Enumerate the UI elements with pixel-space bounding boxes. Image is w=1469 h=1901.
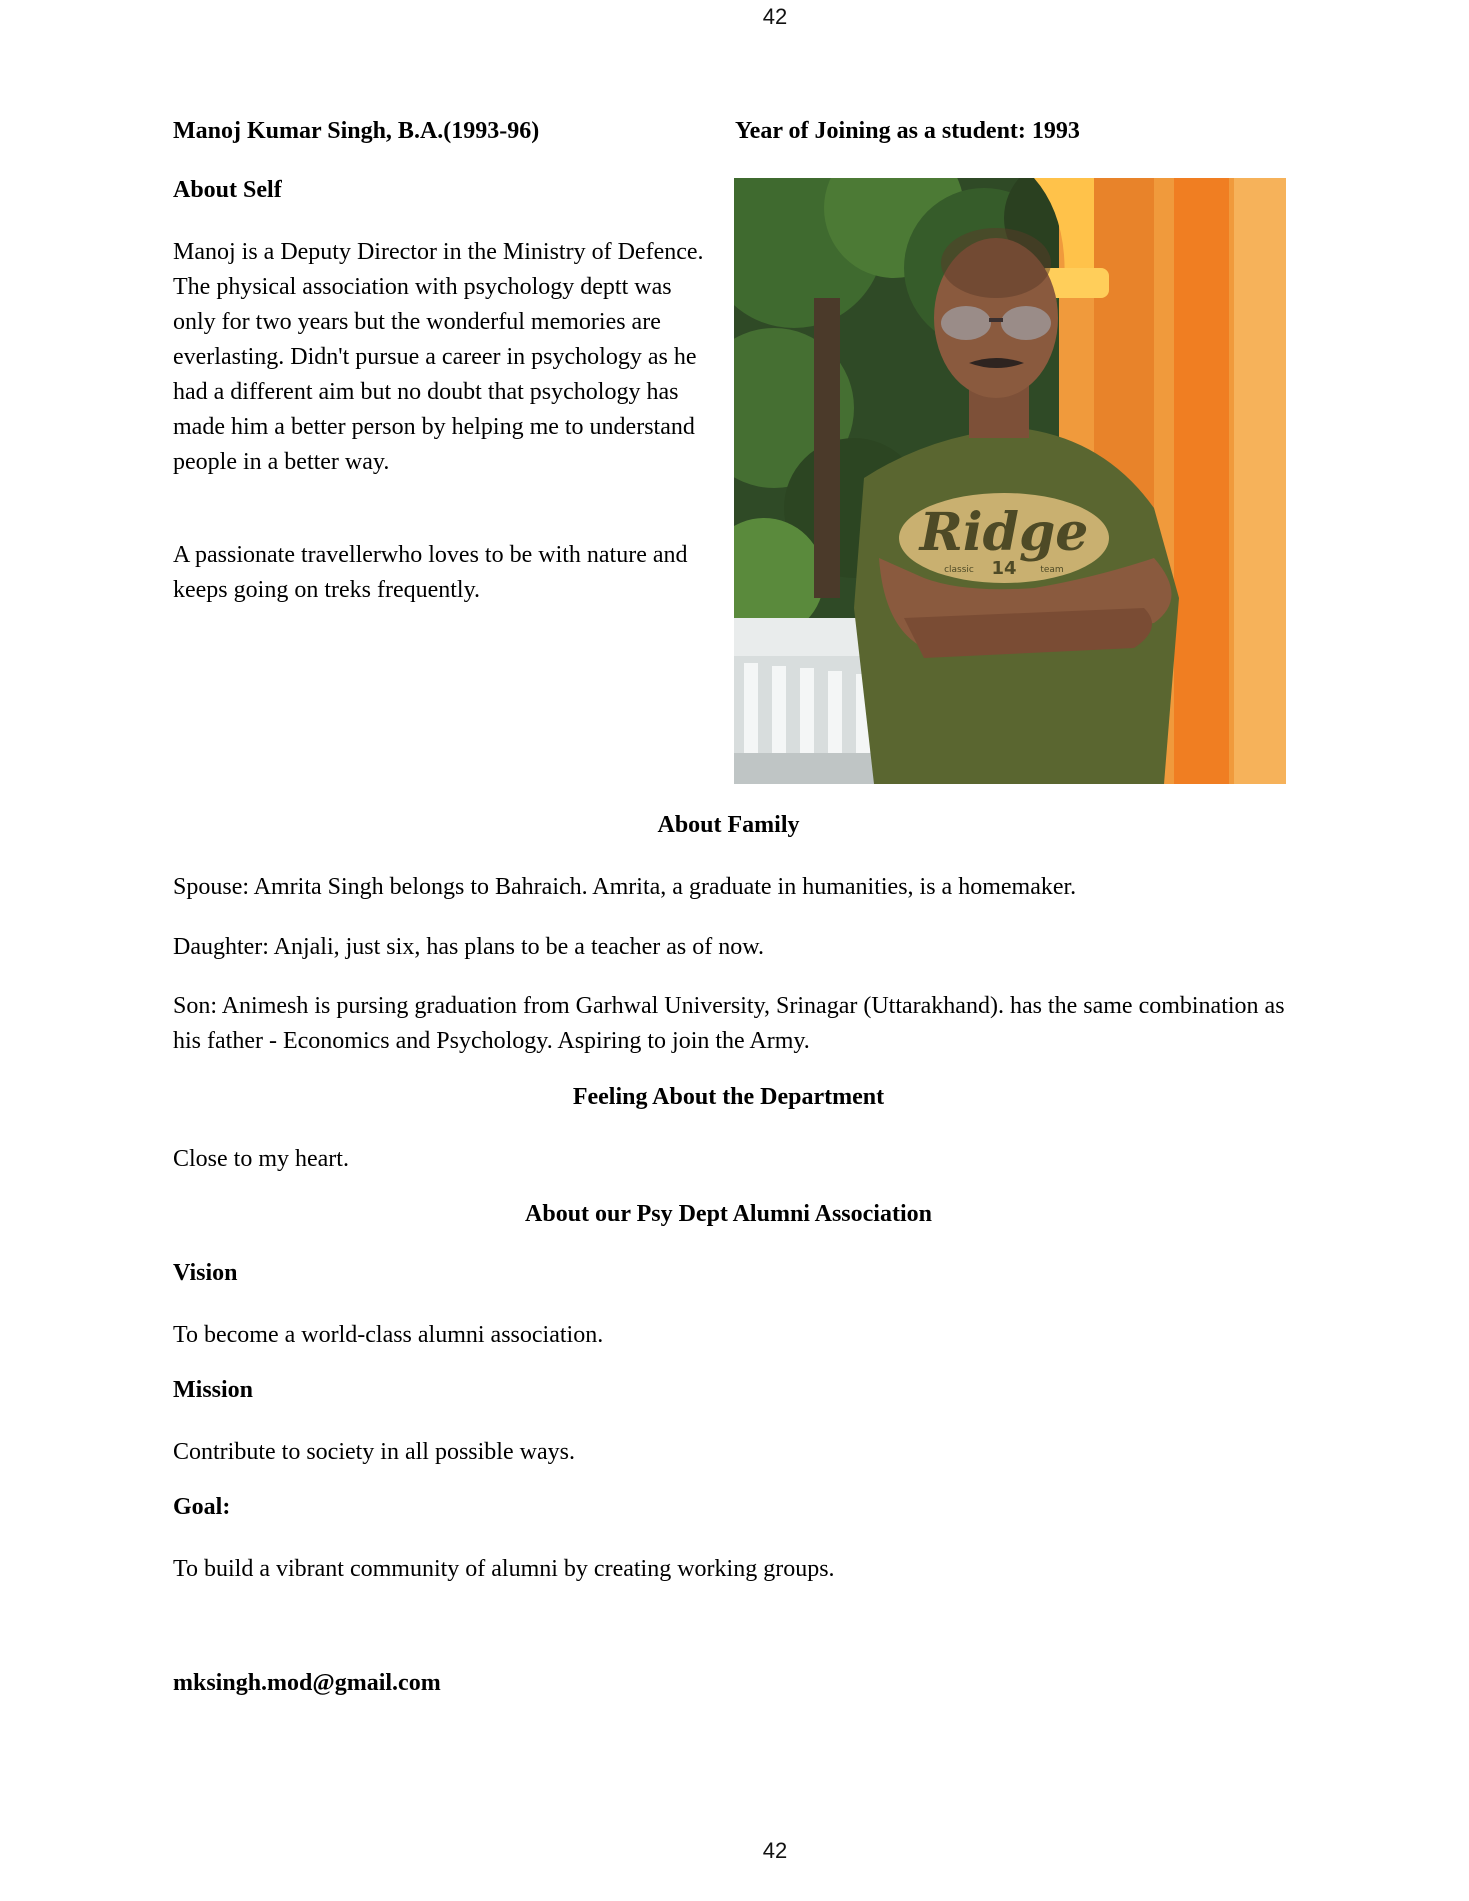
- mission-heading: Mission: [173, 1377, 254, 1403]
- shirt-logo-text: Ridge: [919, 502, 1089, 563]
- association-heading: About our Psy Dept Alumni Association: [525, 1201, 932, 1227]
- shirt-small-text-right: team: [1040, 565, 1064, 575]
- shirt-small-text-left: classic: [944, 565, 974, 575]
- goal-heading: Goal:: [173, 1494, 231, 1520]
- vision-heading: Vision: [173, 1260, 238, 1286]
- vision-text: To become a world-class alumni association.: [173, 1322, 604, 1348]
- goal-text: To build a vibrant community of alumni by creating working groups.: [173, 1556, 835, 1582]
- email-address: mksingh.mod@gmail.com: [173, 1670, 441, 1696]
- shirt-number: 14: [991, 558, 1017, 579]
- about-family-heading: About Family: [657, 812, 800, 838]
- mission-text: Contribute to society in all possible ways.: [173, 1439, 575, 1465]
- about-self-paragraph-travel: A passionate travellerwho loves to be with nature and keeps going on treks frequently.: [173, 542, 688, 603]
- page-number-bottom: 42: [762, 1838, 788, 1863]
- page-number-top: 42: [762, 4, 788, 29]
- family-daughter: Daughter: Anjali, just six, has plans to be a teacher as of now.: [173, 934, 764, 960]
- profile-photo: [734, 178, 1286, 784]
- family-spouse: Spouse: Amrita Singh belongs to Bahraich. Amrita, a graduate in humanities, is a homemaker.: [173, 874, 1077, 900]
- family-son: Son: Animesh is pursing graduation from Garhwal University, Srinagar (Uttarakhand). has the same combination as his father - Economics and Psychology. Aspiring to join the Army.: [173, 993, 1285, 1054]
- feeling-text: Close to my heart.: [173, 1146, 349, 1172]
- about-self-paragraph: Manoj is a Deputy Director in the Ministry of Defence. The physical association with psychology deptt was only for two years but the wonderful memories are everlasting. Didn't pursue a career in psychology as he had a different aim but no doubt that psychology has made him a better person by helping me to understand people in a better way.: [173, 239, 704, 475]
- feeling-heading: Feeling About the Department: [572, 1084, 885, 1110]
- year-of-joining: Year of Joining as a student: 1993: [735, 118, 1080, 144]
- about-self-heading: About Self: [173, 177, 282, 203]
- profile-name: Manoj Kumar Singh, B.A.(1993-96): [173, 118, 540, 144]
